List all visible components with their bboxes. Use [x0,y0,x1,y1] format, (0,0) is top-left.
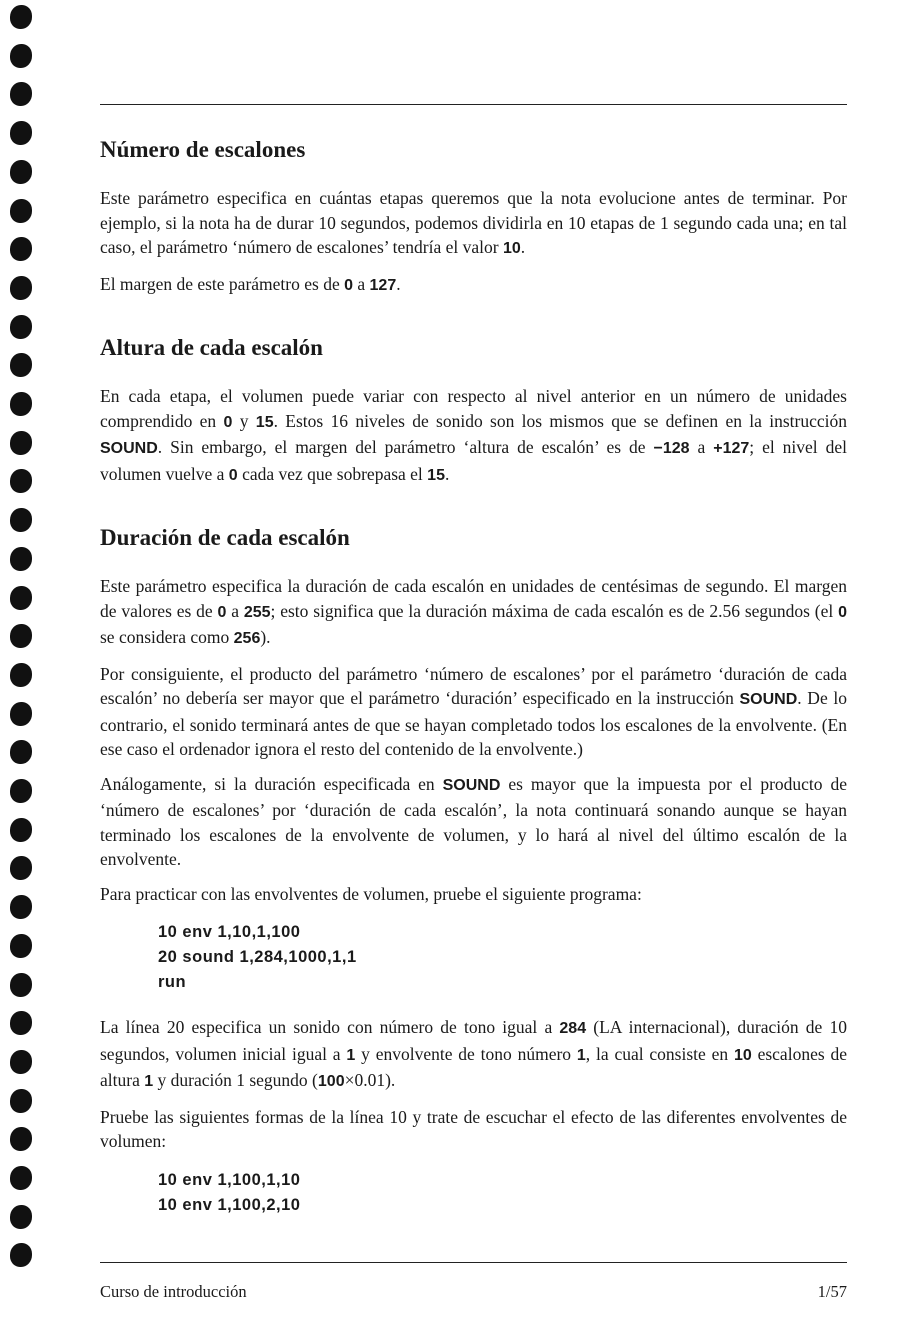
page-number: 1/57 [817,1282,847,1301]
binding-hole [10,895,32,919]
binding-hole [10,1089,32,1113]
binding-hole [10,702,32,726]
footer-title: Curso de introducción [100,1282,247,1301]
bold-value: 15 [427,466,445,484]
bold-value: SOUND [100,440,158,457]
bold-value: 1 [346,1046,356,1064]
body-paragraph: Análogamente, si la duración especificada en SOUND es mayor que la impuesta por el producto de ‘número de escalones’ por ‘duración de cada escalón’, la nota continuará sonando aunque se hayan terminado los escalones de la envolvente de volumen, y lo hará al nivel del último escalón de la envolvente. [100,773,847,869]
bold-value: 0 [838,603,847,621]
page-footer [100,1282,847,1302]
bold-value: +127 [713,440,750,457]
bold-value: 255 [243,603,271,621]
binding-hole [10,1050,32,1074]
bold-value: −128 [653,440,690,457]
section-heading: Duración de cada escalón [100,525,350,550]
body-paragraph: En cada etapa, el volumen puede variar con respecto al nivel anterior en un número de unidades comprendido en 0 y 15. Estos 16 niveles de sonido son los mismos que se definen en la instrucción SOUND. Sin embargo, el margen del parámetro ‘altura de escalón’ es de −128 a +127; el nivel del volumen vuelve a 0 cada vez que sobrepasa el 15. [100,386,847,484]
bold-value: 100 [317,1073,345,1090]
bottom-rule [100,1262,847,1263]
body-paragraph: El margen de este parámetro es de 0 a 127. [100,273,401,294]
binding-holes [6,0,36,1334]
section [100,332,847,488]
binding-hole [10,508,32,532]
bold-value: 127 [369,276,397,294]
body-paragraph: Por consiguiente, el producto del parámetro ‘número de escalones’ por el parámetro ‘duración de cada escalón’ no debería ser mayor que el parámetro ‘duración’ especificado en la instrucción SOUND. De lo contrario, el sonido terminará antes de que se hayan completado todos los escalones de la envolvente. (En ese caso el ordenador ignora el resto del contenido de la envolvente.) [100,663,847,759]
body-paragraph: Este parámetro especifica la duración de cada escalón en unidades de centésimas de segundo. El margen de valores es de 0 a 255; esto significa que la duración máxima de cada escalón es de 2.56 segundos (el 0 se considera como 256). [100,576,847,647]
binding-hole [10,315,32,339]
bold-value: 0 [223,413,233,431]
code-line: 10 env 1,10,1,100 [158,923,301,941]
binding-hole [10,586,32,610]
bold-value: 15 [255,413,274,431]
bold-value: 0 [228,466,238,484]
binding-hole [10,779,32,803]
bold-value: 284 [559,1020,587,1037]
bold-value: 256 [233,630,261,647]
bold-value: 0 [217,603,227,621]
binding-hole [10,1127,32,1151]
binding-hole [10,934,32,958]
bold-value: 10 [502,240,521,257]
body-paragraph: La línea 20 especifica un sonido con número de tono igual a 284 (LA internacional), duración de 10 segundos, volumen inicial igual a 1 y envolvente de tono número 1, la cual consiste en 10 escalones de altura 1 y duración 1 segundo (100×0.01). [100,1017,848,1090]
binding-hole [10,1243,32,1267]
binding-hole [10,1205,32,1229]
bold-value: 1 [144,1073,154,1090]
binding-hole [10,624,32,648]
binding-hole [10,818,32,842]
body-paragraph: Pruebe las siguientes formas de la línea 10 y trate de escuchar el efecto de las diferentes envolventes de volumen: [100,1106,847,1151]
binding-hole [10,740,32,764]
binding-hole [10,353,32,377]
binding-hole [10,82,32,106]
binding-hole [10,160,32,184]
binding-hole [10,199,32,223]
body-paragraph: Este parámetro especifica en cuántas etapas queremos que la nota evolucione antes de terminar. Por ejemplo, si la nota ha de durar 10 segundos, podemos dividirla en 10 etapas de 1 segundo cada una; en tal caso, el parámetro ‘número de escalones’ tendría el valor 10. [100,188,847,257]
binding-hole [10,547,32,571]
bold-value: SOUND [442,776,501,794]
binding-hole [10,5,32,29]
bold-value: 10 [733,1046,752,1064]
code-line: run [158,973,187,991]
bold-value: SOUND [739,691,798,708]
binding-hole [10,469,32,493]
binding-hole [10,44,32,68]
binding-hole [10,1166,32,1190]
binding-hole [10,276,32,300]
binding-hole [10,973,32,997]
binding-hole [10,1011,32,1035]
bold-value: 0 [344,276,353,294]
binding-hole [10,431,32,455]
binding-hole [10,121,32,145]
section [100,522,847,1218]
binding-hole [10,237,32,261]
body-paragraph: Para practicar con las envolventes de volumen, pruebe el siguiente programa: [100,883,642,904]
page-content [100,120,847,1238]
section-heading: Número de escalones [100,137,306,162]
code-block [100,920,847,995]
section-heading: Altura de cada escalón [100,335,323,360]
section [100,134,847,298]
code-line: 10 env 1,100,1,10 [158,1170,301,1189]
top-rule [100,104,847,105]
bold-value: 1 [576,1046,586,1064]
code-line: 20 sound 1,284,1000,1,1 [158,948,357,966]
code-line: 10 env 1,100,2,10 [158,1195,301,1214]
binding-hole [10,856,32,880]
binding-hole [10,392,32,416]
code-block [100,1168,847,1218]
binding-hole [10,663,32,687]
